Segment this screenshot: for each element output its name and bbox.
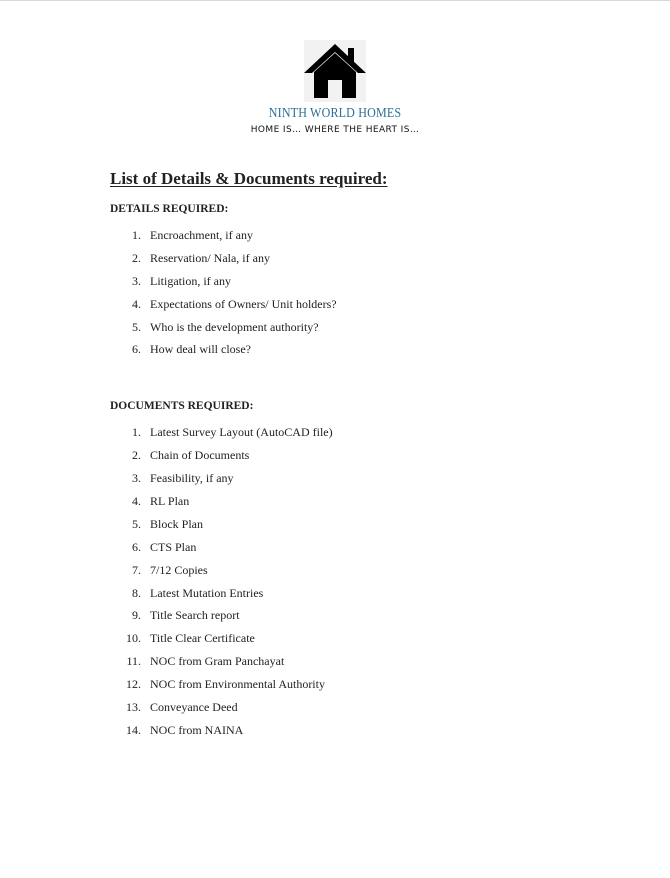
list-item — [110, 586, 610, 609]
list-item-number: 5. — [132, 319, 141, 334]
list-item — [110, 631, 610, 654]
list-item — [110, 425, 610, 448]
list-item-text: How deal will close? — [150, 342, 251, 357]
house-icon-graphic — [304, 40, 366, 102]
brand-tagline: HOME IS… WHERE THE HEART IS… — [250, 125, 420, 135]
list-item-text: Litigation, if any — [150, 273, 231, 288]
list-item-number: 4. — [132, 494, 141, 509]
list-item — [110, 448, 610, 471]
list-item-text: Encroachment, if any — [150, 228, 253, 242]
list-item — [110, 228, 610, 251]
list-item-number: 10. — [126, 631, 141, 646]
list-item-text: Conveyance Deed — [150, 700, 238, 715]
list-item — [110, 700, 610, 723]
list-item — [110, 297, 610, 320]
list-item — [110, 654, 610, 677]
list-item — [110, 723, 610, 746]
list-item — [110, 471, 610, 494]
list-item-text: Expectations of Owners/ Unit holders? — [150, 296, 337, 311]
list-item-number: 6. — [132, 539, 141, 554]
list-item-number: 9. — [132, 608, 141, 623]
list-item-text: Title Search report — [150, 608, 240, 623]
list-item-text: Who is the development authority? — [150, 319, 319, 334]
list-item-text: NOC from Gram Panchayat — [150, 654, 285, 669]
list-item-text: Reservation/ Nala, if any — [150, 250, 270, 265]
document-body — [110, 168, 610, 746]
list-item-number: 12. — [126, 677, 141, 692]
list-item — [110, 251, 610, 274]
list-item — [110, 517, 610, 540]
list-item-number: 1. — [132, 228, 141, 242]
list-item-number: 4. — [132, 296, 141, 311]
list-item-number: 8. — [132, 585, 141, 600]
details-heading: DETAILS REQUIRED: — [110, 203, 229, 215]
list-item-number: 13. — [126, 700, 141, 715]
list-item — [110, 677, 610, 700]
list-item-text: Latest Mutation Entries — [150, 585, 264, 600]
documents-list — [110, 425, 610, 745]
list-item — [110, 342, 610, 365]
brand-name: NINTH WORLD HOMES — [268, 106, 402, 121]
list-item-text: Feasibility, if any — [150, 471, 234, 486]
list-item-text: NOC from NAINA — [150, 722, 244, 737]
list-item-number: 11. — [126, 654, 141, 669]
list-item-text: Latest Survey Layout (AutoCAD file) — [150, 425, 333, 440]
list-item-number: 2. — [132, 448, 141, 463]
list-item-number: 3. — [132, 471, 141, 486]
list-item — [110, 320, 610, 343]
list-item-number: 14. — [126, 722, 141, 737]
house-icon — [304, 40, 366, 102]
list-item-text: 7/12 Copies — [150, 562, 208, 577]
list-item — [110, 563, 610, 586]
list-item-text: NOC from Environmental Authority — [150, 677, 325, 692]
details-list — [110, 228, 610, 365]
page-title: List of Details & Documents required: — [110, 169, 388, 188]
brand-logo — [0, 40, 670, 136]
list-item-number: 7. — [132, 562, 141, 577]
list-item-number: 2. — [132, 250, 141, 265]
list-item — [110, 274, 610, 297]
list-item-text: Block Plan — [150, 516, 203, 531]
list-item-number: 1. — [132, 425, 141, 440]
list-item — [110, 494, 610, 517]
list-item — [110, 540, 610, 563]
list-item-text: RL Plan — [150, 494, 190, 509]
list-item-text: Title Clear Certificate — [150, 631, 255, 646]
list-item — [110, 608, 610, 631]
list-item-number: 3. — [132, 273, 141, 288]
list-item-text: CTS Plan — [150, 539, 197, 554]
list-item-number: 6. — [132, 342, 141, 357]
list-item-number: 5. — [132, 516, 141, 531]
list-item-text: Chain of Documents — [150, 448, 250, 463]
documents-heading: DOCUMENTS REQUIRED: — [110, 400, 254, 413]
page-top-border — [0, 0, 670, 1]
